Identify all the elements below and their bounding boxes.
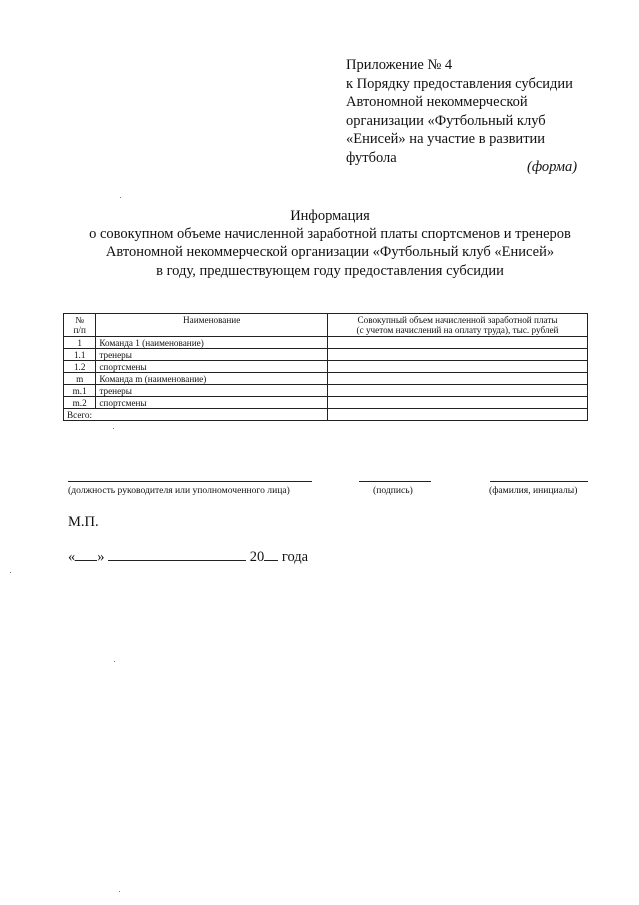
row-name: Команда 1 (наименование) (96, 337, 328, 349)
header-total-line1: Совокупный объем начисленной заработной платы (357, 315, 558, 325)
row-value[interactable] (328, 385, 588, 397)
header-number-line1: № (75, 315, 85, 325)
signature-caption: (подпись) (373, 485, 413, 496)
header-number (64, 314, 96, 337)
row-number: m (64, 373, 96, 385)
table-row (64, 373, 588, 385)
row-number: 1 (64, 337, 96, 349)
title-line: Автономной некоммерческой организации «Футбольный клуб «Енисей» (105, 244, 555, 261)
appendix-line: Приложение № 4 (346, 57, 453, 73)
row-value[interactable] (328, 373, 588, 385)
scan-speck (114, 661, 115, 662)
appendix-header (346, 56, 616, 168)
form-note: (форма) (527, 159, 578, 175)
date-close-quote: » (97, 549, 105, 565)
appendix-line: Автономной некоммерческой (346, 94, 528, 111)
name-signature-line[interactable] (490, 481, 588, 482)
appendix-line: организации «Футбольный клуб (346, 112, 546, 129)
row-name: тренеры (96, 349, 328, 361)
appendix-line: к Порядку предоставления субсидии (346, 75, 573, 92)
scan-speck (113, 428, 114, 429)
document-title (40, 207, 620, 280)
salary-table (63, 313, 588, 421)
row-number: m.2 (64, 397, 96, 409)
header-total-line2: (с учетом начислений на оплату труда), тыс. рублей (356, 325, 559, 335)
row-name: спортсмены (96, 397, 328, 409)
total-label: Всего: (64, 409, 328, 421)
title-line: о совокупном объеме начисленной заработной платы спортсменов и тренеров (89, 226, 571, 243)
header-name: Наименование (96, 314, 328, 337)
row-value[interactable] (328, 337, 588, 349)
scan-speck (10, 572, 11, 573)
date-year-prefix: 20 (249, 549, 265, 565)
row-number: 1.1 (64, 349, 96, 361)
signature-line[interactable] (359, 481, 431, 482)
row-value[interactable] (328, 397, 588, 409)
date-year-blank[interactable] (264, 547, 278, 561)
total-value[interactable] (328, 409, 588, 421)
seal-mark: М.П. (68, 514, 99, 530)
date-open-quote: « (68, 549, 76, 565)
table-row (64, 337, 588, 349)
title-line: Информация (290, 208, 370, 224)
row-number: m.1 (64, 385, 96, 397)
scan-speck (120, 197, 121, 198)
name-caption: (фамилия, инициалы) (489, 485, 578, 496)
table-row (64, 397, 588, 409)
appendix-line: футбола (346, 149, 397, 166)
position-signature-line[interactable] (68, 481, 312, 482)
row-value[interactable] (328, 361, 588, 373)
table-header-row (64, 314, 588, 337)
table-row (64, 349, 588, 361)
row-name: Команда m (наименование) (96, 373, 328, 385)
table-row (64, 361, 588, 373)
scan-speck (119, 891, 120, 892)
appendix-line: «Енисей» на участие в развитии (346, 131, 546, 148)
table-total-row (64, 409, 588, 421)
date-month-blank[interactable] (108, 547, 246, 561)
header-number-line2: п/п (73, 325, 86, 335)
date-day-blank[interactable] (75, 547, 97, 561)
row-name: тренеры (96, 385, 328, 397)
row-value[interactable] (328, 349, 588, 361)
title-line: в году, предшествующем году предоставления субсидии (156, 262, 504, 279)
position-caption: (должность руководителя или уполномоченного лица) (68, 485, 290, 496)
date-year-suffix: года (281, 549, 309, 565)
row-number: 1.2 (64, 361, 96, 373)
row-name: спортсмены (96, 361, 328, 373)
date-line (68, 547, 308, 566)
table-row (64, 385, 588, 397)
header-total (328, 314, 588, 337)
